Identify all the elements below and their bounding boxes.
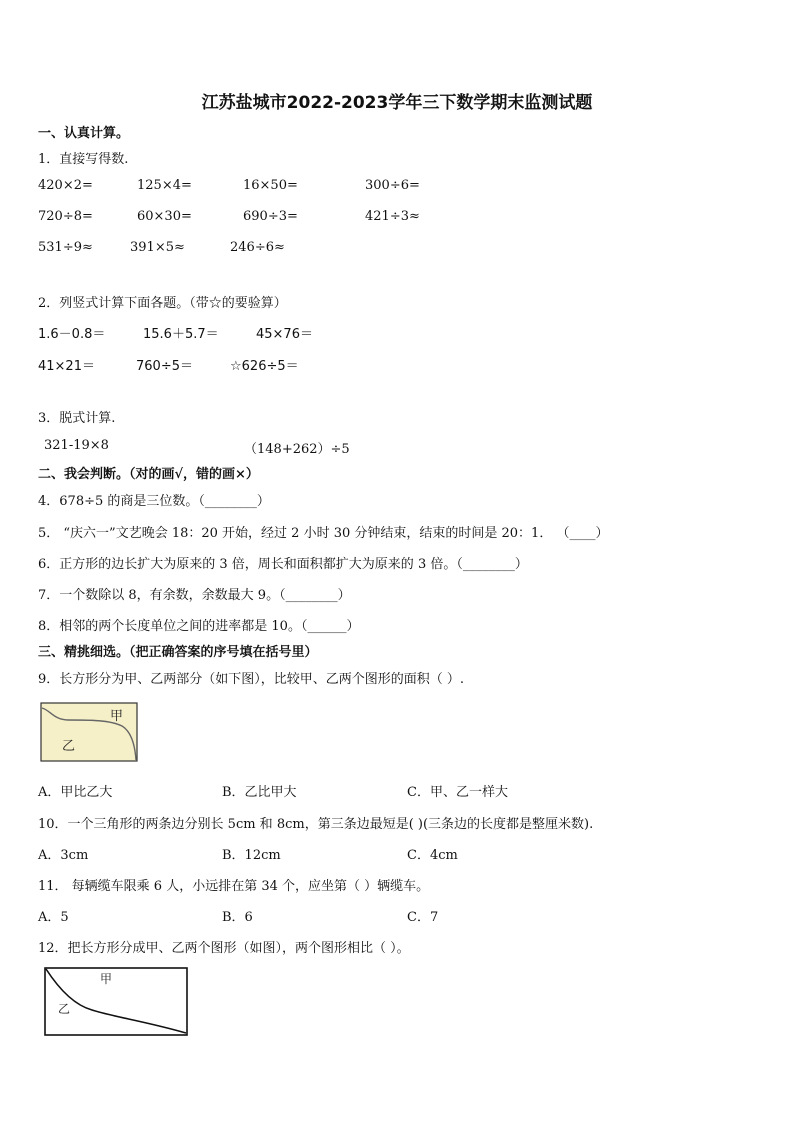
q3-prompt: 3．脱式计算. (38, 411, 116, 426)
q3-expr: 321-19×8 (44, 438, 109, 453)
q10-option-a: A．3cm (38, 848, 89, 863)
q7-text: 7．一个数除以 8，有余数，余数最大 9。（________） (38, 588, 351, 603)
q1-expr: 531÷9≈ (38, 240, 93, 255)
section-3-heading: 三、精挑细选。（把正确答案的序号填在括号里） (38, 645, 318, 660)
q5-text: 5． “庆六一”文艺晚会 18：20 开始，经过 2 小时 30 分钟结束，结束的时间是 20：1． （____） (38, 526, 609, 541)
q1-expr: 690÷3= (243, 209, 298, 224)
q1-expr: 420×2= (38, 178, 93, 193)
page-title: 江苏盐城市2022-2023学年三下数学期末监测试题 (201, 93, 593, 113)
q2-expr: 41×21＝ (38, 359, 95, 374)
q11-option-b: B．6 (222, 910, 253, 925)
q9-label-yi: 乙 (62, 739, 76, 754)
q6-text: 6．正方形的边长扩大为原来的 3 倍，周长和面积都扩大为原来的 3 倍。（________） (38, 557, 528, 572)
q12-label-jia: 甲 (100, 972, 113, 986)
q4-text: 4．678÷5 的商是三位数。（________） (38, 494, 270, 509)
q3-expr: （148+262）÷5 (244, 442, 350, 457)
q9-option-c: C．甲、乙一样大 (407, 785, 508, 800)
section-1-heading: 一、认真计算。 (38, 126, 130, 141)
q11-prompt: 11． 每辆缆车限乘 6 人，小远排在第 34 个，应坐第（ ）辆缆车。 (38, 879, 430, 894)
q2-expr: 1.6－0.8＝ (38, 327, 106, 342)
q11-option-c: C．7 (407, 910, 439, 925)
q1-expr: 421÷3≈ (365, 209, 420, 224)
q10-option-b: B．12cm (222, 848, 281, 863)
q1-expr: 391×5≈ (130, 240, 185, 255)
q9-option-a: A．甲比乙大 (38, 785, 113, 800)
section-2-heading: 二、我会判断。（对的画√，错的画×） (38, 467, 259, 482)
q2-expr: 45×76＝ (256, 327, 313, 342)
q1-expr: 125×4= (137, 178, 192, 193)
q10-prompt: 10．一个三角形的两条边分别长 5cm 和 8cm，第三条边最短是( )(三条边的长度都是整厘米数). (38, 817, 594, 832)
q1-expr: 300÷6= (365, 178, 420, 193)
q9-option-b: B．乙比甲大 (222, 785, 297, 800)
q9-label-jia: 甲 (110, 709, 124, 724)
q9-rectangle-figure (40, 702, 138, 762)
q2-expr: 760÷5＝ (136, 359, 193, 374)
q9-prompt: 9．长方形分为甲、乙两部分（如下图），比较甲、乙两个图形的面积（ ）. (38, 672, 465, 687)
q1-prompt: 1．直接写得数. (38, 152, 129, 167)
q2-prompt: 2．列竖式计算下面各题。（带☆的要验算） (38, 296, 287, 311)
q10-option-c: C．4cm (407, 848, 458, 863)
q1-expr: 720÷8= (38, 209, 93, 224)
q12-prompt: 12．把长方形分成甲、乙两个图形（如图），两个图形相比（ ）。 (38, 941, 410, 956)
q1-expr: 16×50= (243, 178, 298, 193)
q1-expr: 246÷6≈ (230, 240, 285, 255)
q8-text: 8．相邻的两个长度单位之间的进率都是 10。（______） (38, 619, 360, 634)
q2-expr: 15.6＋5.7＝ (143, 327, 219, 342)
q1-expr: 60×30= (137, 209, 192, 224)
q12-label-yi: 乙 (58, 1002, 71, 1016)
q11-option-a: A．5 (38, 910, 69, 925)
q2-expr: ☆626÷5＝ (230, 359, 299, 374)
q12-rectangle-figure (44, 967, 188, 1037)
